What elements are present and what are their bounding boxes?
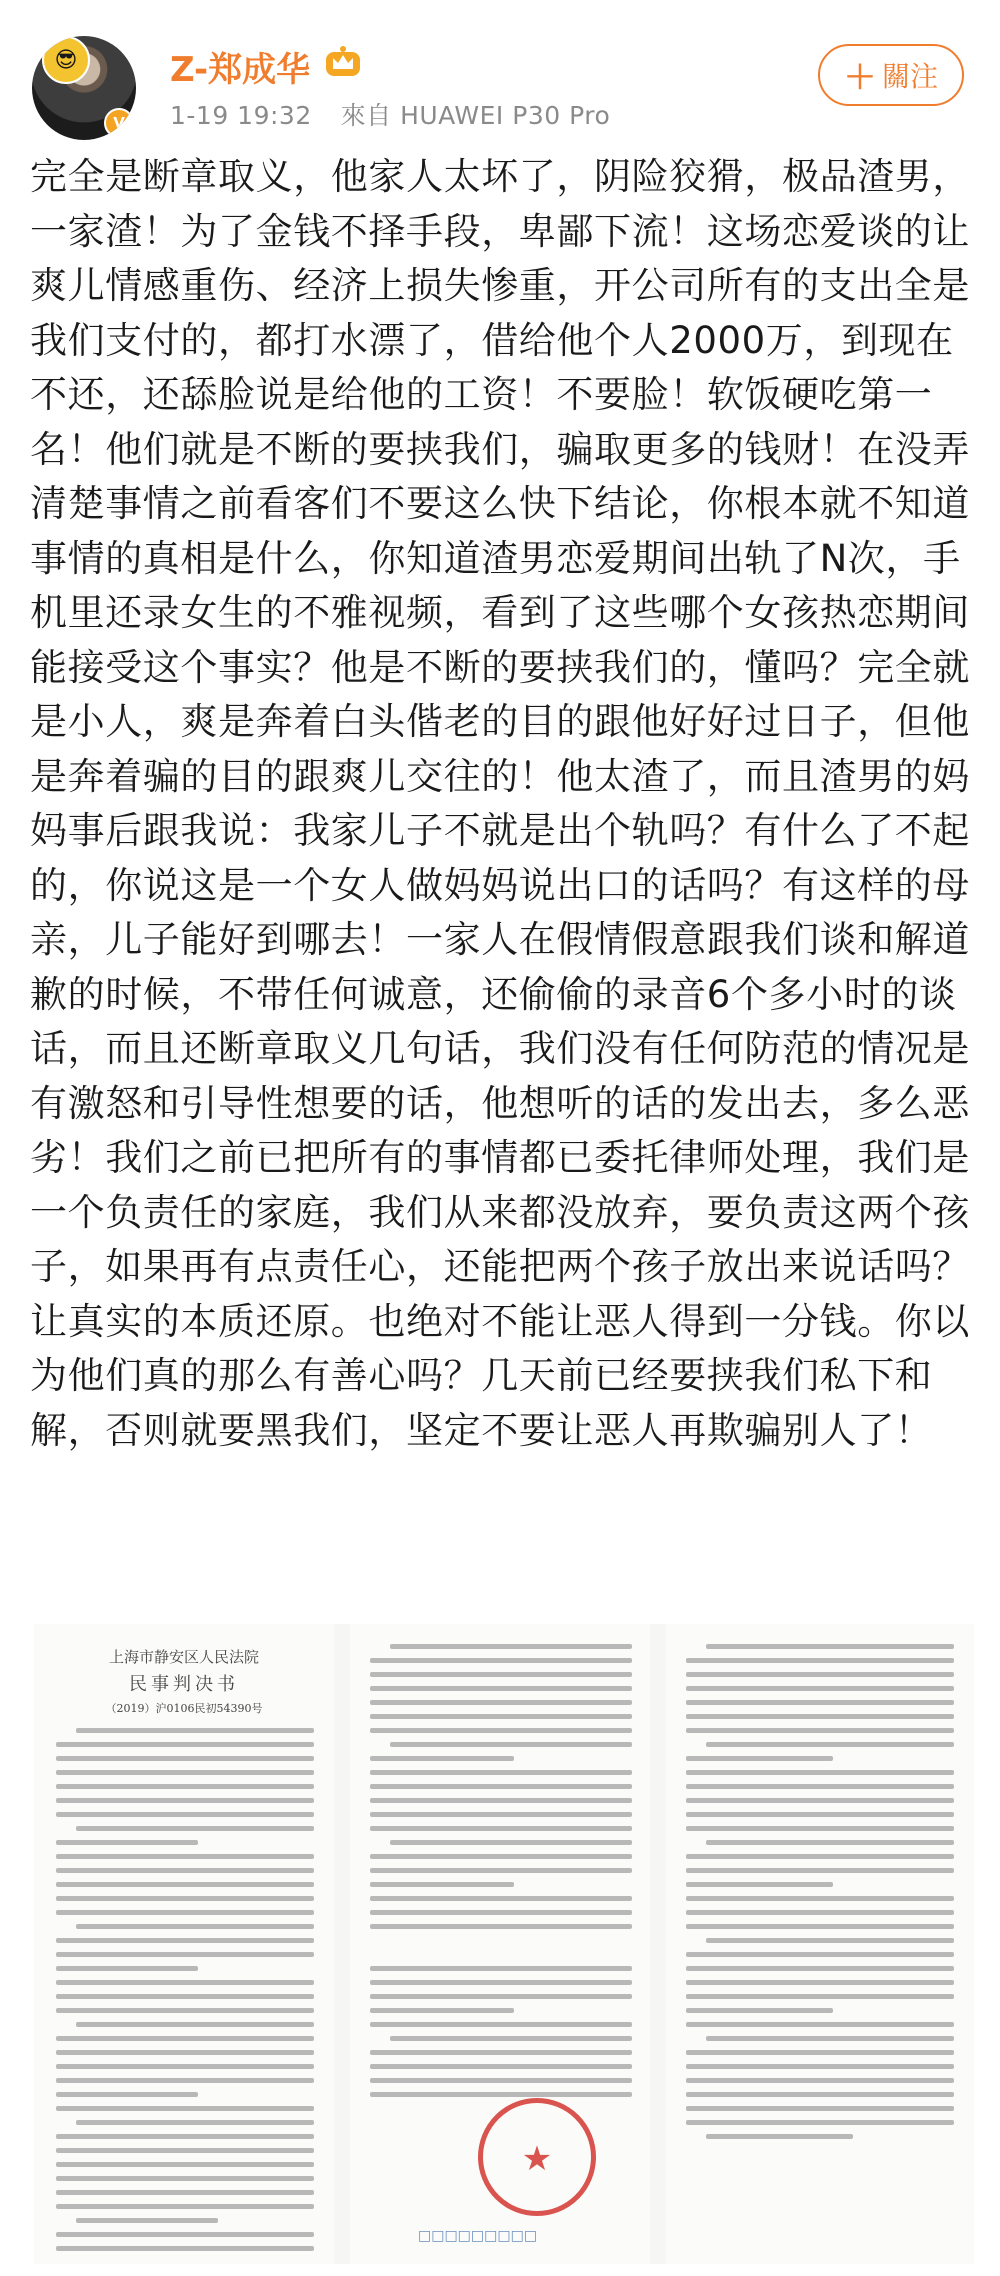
document-text-line (686, 1784, 954, 1789)
document-text-line (370, 1896, 632, 1901)
document-text-line (56, 1882, 314, 1887)
document-text-line (706, 2134, 853, 2139)
document-text-line (56, 2162, 314, 2167)
document-text-line (370, 1714, 632, 1719)
document-text-line (370, 1798, 632, 1803)
document-text-line (56, 1854, 314, 1859)
document-text-line (76, 2120, 314, 2125)
document-text-line (56, 2190, 314, 2195)
court-name: 上海市静安区人民法院 (108, 1648, 259, 1666)
document-text-line (686, 1700, 954, 1705)
post-source: 來自 HUAWEI P30 Pro (340, 101, 611, 130)
document-text-line (56, 1784, 314, 1789)
document-text-line (56, 2246, 314, 2251)
document-text-line (370, 1966, 632, 1971)
document-text-line (370, 2008, 514, 2013)
document-text-line (370, 1994, 632, 1999)
document-text-line (370, 2078, 632, 2083)
document-text-line (686, 1812, 954, 1817)
document-text-line (56, 2204, 314, 2209)
post-body: 完全是断章取义，他家人太坏了，阴险狡猾，极品渣男，一家渣！为了金钱不择手段，卑鄙下流！这场恋爱谈的让爽儿情感重伤、经济上损失惨重，开公司所有的支出全是我们支付的，都打水漂了，借给他个人2000万，到现在不还，还舔脸说是给他的工资！不要脸！软饭硬吃第一名！他们就是不断的要挟我们，骗取更多的钱财！在没弄清楚事情之前看客们不要这么快下结论，你根本就不知道事情的真相是什么，你知道渣男恋爱期间出轨了N次，手机里还录女生的不雅视频，看到了这些哪个女孩热恋期间能接受这个事实？他是不断的要挟我们的，懂吗？完全就是小人，爽是奔着白头偕老的目的跟他好好过日子，但他是奔着骗的目的跟爽儿交往的！他太渣了，而且渣男的妈妈事后跟我说：我家儿子不就是出个轨吗？有什么了不起的，你说这是一个女人做妈妈说出口的话吗？有这样的母亲，儿子能好到哪去！一家人在假情假意跟我们谈和解道歉的时候，不带任何诚意，还偷偷的录音6个多小时的谈话，而且还断章取义几句话，我们没有任何防范的情况是有激怒和引导性想要的话，他想听的话的发出去，多么恶劣！我们之前已把所有的事情都已委托律师处理，我们是一个负责任的家庭，我们从来都没放弃，要负责这两个孩子，如果再有点责任心，还能把两个孩子放出来说话吗？让真实的本质还原。也绝对不能让恶人得到一分钱。你以为他们真的那么有善心吗？几天前已经要挟我们私下和解，否则就要黑我们，坚定不要让恶人再欺骗别人了！ (30, 155, 970, 1452)
document-text-line (686, 1714, 954, 1719)
crown-icon (324, 44, 362, 78)
follow-label: 關注 (882, 60, 939, 93)
document-text-line (686, 2050, 954, 2055)
document-text-line (686, 2064, 954, 2069)
document-text-line (56, 1742, 314, 1747)
follow-button[interactable] (818, 44, 964, 106)
document-text-line (686, 1686, 954, 1691)
document-text-line (390, 1840, 632, 1845)
document-text-line (56, 1952, 314, 1957)
avatar[interactable] (32, 36, 136, 140)
document-text-line (686, 1770, 954, 1775)
document-page-1 (34, 1624, 334, 2264)
document-text-line (686, 1966, 954, 1971)
author-name[interactable]: Z-郑成华 (170, 50, 311, 90)
document-text-line (706, 1840, 954, 1845)
document-text-line (370, 1700, 632, 1705)
document-text-line (370, 1910, 632, 1915)
document-text-line (390, 2036, 632, 2041)
document-text-line (56, 2036, 314, 2041)
document-text-line (76, 2218, 218, 2223)
sunglasses-icon: 😎 (42, 36, 90, 84)
document-page-2: ★ □□□□□□□□□ (350, 1624, 650, 2264)
document-text-line (370, 1728, 632, 1733)
document-text-line (686, 1994, 954, 1999)
document-text-line (370, 2092, 632, 2097)
document-text-line (686, 2092, 954, 2097)
document-text-line (76, 1826, 314, 1831)
document-text-line (686, 2078, 954, 2083)
document-text-line (686, 1854, 954, 1859)
document-text-line (390, 1644, 632, 1649)
verified-badge-icon: V (104, 108, 134, 138)
document-text-line (76, 1924, 314, 1929)
court-seal: ★ (478, 2098, 596, 2216)
document-text-line (370, 1882, 514, 1887)
document-type: 民事判决书 (129, 1674, 239, 1695)
document-text-line (56, 1938, 314, 1943)
document-text-line (686, 1658, 954, 1663)
document-text-line (390, 1742, 632, 1747)
post-timestamp: 1-19 19:32 (170, 101, 312, 130)
document-text-line (370, 1812, 632, 1817)
court-document-image[interactable] (34, 1624, 974, 2264)
document-text-line (706, 2036, 954, 2041)
document-text-line (686, 2106, 954, 2111)
document-text-line (370, 2022, 632, 2027)
document-text-line (370, 1672, 632, 1677)
document-text-line (686, 2120, 954, 2125)
plus-icon: ＋ (843, 58, 876, 96)
document-text-line (56, 2232, 314, 2237)
document-text-line (706, 1938, 954, 1943)
document-text-line (370, 1658, 632, 1663)
document-text-line (686, 1896, 954, 1901)
document-text-line (56, 1994, 314, 1999)
document-text-line (706, 1644, 954, 1649)
document-text-line (370, 1868, 632, 1873)
document-text-line (56, 2078, 314, 2083)
document-text-line (686, 1798, 954, 1803)
document-text-line (76, 1728, 314, 1733)
document-text-line (56, 1896, 314, 1901)
document-text-line (370, 1826, 632, 1831)
document-text-line (56, 2064, 314, 2069)
document-text-line (686, 1910, 954, 1915)
document-text-line (370, 1854, 632, 1859)
document-text-line (56, 1868, 314, 1873)
document-text-line (370, 1784, 632, 1789)
document-text-line (370, 2050, 632, 2055)
document-text-line (56, 2092, 198, 2097)
document-page-3 (666, 1624, 974, 2264)
document-text-line (686, 1980, 954, 1985)
document-text-line (56, 1812, 314, 1817)
document-text-line (686, 1952, 954, 1957)
document-text-line (370, 1770, 632, 1775)
document-text-line (56, 1910, 314, 1915)
document-text-line (76, 2022, 314, 2027)
document-text-line (56, 2106, 314, 2111)
document-text-line (686, 1756, 833, 1761)
document-text-line (370, 1980, 632, 1985)
document-text-line (56, 1966, 198, 1971)
document-text-line (686, 1826, 954, 1831)
document-text-line (686, 1882, 833, 1887)
document-text-line (56, 2176, 314, 2181)
post-header (0, 0, 1000, 150)
document-text-line (706, 1742, 954, 1747)
document-text-line (56, 2148, 314, 2153)
post-meta (170, 96, 610, 132)
document-text-line (686, 2022, 954, 2027)
document-text-line (56, 1770, 314, 1775)
document-text-line (56, 1840, 198, 1845)
document-text-line (56, 2008, 314, 2013)
document-text-line (686, 1672, 954, 1677)
document-text-line (686, 1924, 954, 1929)
document-text-line (56, 2134, 314, 2139)
document-text-line (686, 1868, 954, 1873)
document-text-line (370, 1686, 632, 1691)
document-text-line (56, 2050, 314, 2055)
document-text-line (370, 1924, 632, 1929)
case-number: （2019）沪0106民初54390号 (105, 1702, 263, 1715)
document-text-line (56, 1980, 314, 1985)
document-text-line (56, 1798, 314, 1803)
document-text-line (686, 2008, 833, 2013)
document-text-line (370, 1756, 514, 1761)
document-text-line (56, 1756, 314, 1761)
document-text-line (370, 2064, 632, 2069)
document-text-line (686, 1728, 954, 1733)
